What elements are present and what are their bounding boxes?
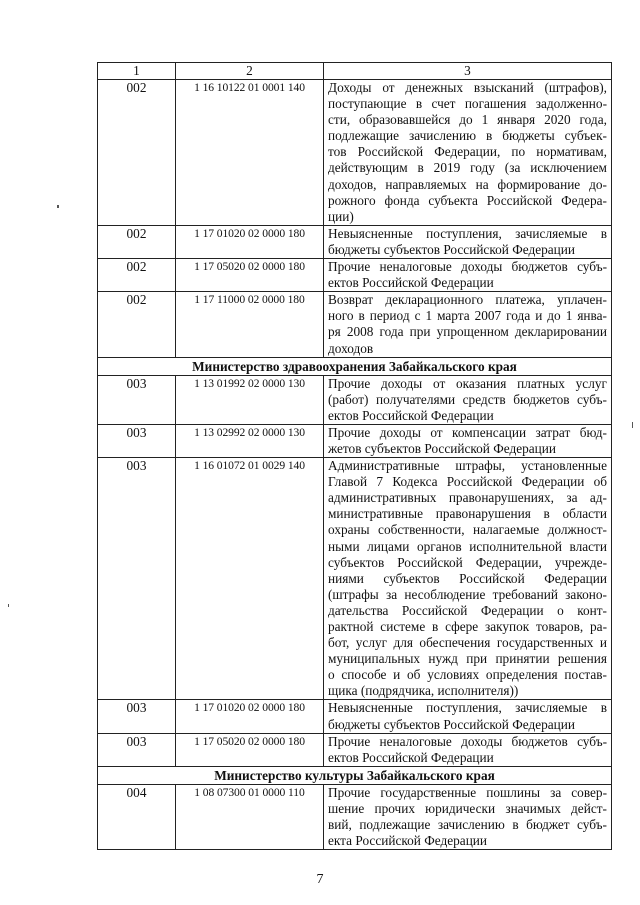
description-line: доходов bbox=[328, 340, 374, 356]
revenue-description bbox=[324, 80, 612, 226]
description-line: Главой 7 Кодекса Российской Федерации об bbox=[328, 474, 607, 490]
description-line: ектов Российской Федерации bbox=[328, 275, 494, 291]
description-line: Доходы от денежных взысканий (штрафов), bbox=[328, 80, 607, 95]
revenue-codes-table bbox=[97, 62, 612, 850]
budget-classification-code: 1 17 11000 02 0000 180 bbox=[176, 292, 324, 357]
description-line: бот, услуг для обеспечения государственных и bbox=[328, 635, 607, 651]
revenue-description bbox=[324, 458, 612, 700]
table-row bbox=[98, 733, 612, 766]
description-line: административных правонарушениях, за ад- bbox=[328, 490, 607, 506]
admin-code: 002 bbox=[98, 225, 176, 258]
admin-code: 004 bbox=[98, 784, 176, 849]
admin-code: 002 bbox=[98, 80, 176, 226]
description-line: Прочие доходы от компенсации затрат бюд- bbox=[328, 424, 607, 440]
scan-speck bbox=[57, 205, 59, 208]
table-row bbox=[98, 80, 612, 226]
budget-classification-code: 1 16 01072 01 0029 140 bbox=[176, 458, 324, 700]
table-body bbox=[98, 80, 612, 850]
table-row bbox=[98, 375, 612, 424]
description-line: министративные правонарушения в области bbox=[328, 506, 607, 522]
admin-code: 002 bbox=[98, 292, 176, 357]
description-line: Прочие доходы от оказания платных услуг bbox=[328, 375, 607, 391]
revenue-description bbox=[324, 424, 612, 457]
table-row bbox=[98, 784, 612, 849]
scan-speck bbox=[8, 604, 9, 607]
revenue-description bbox=[324, 225, 612, 258]
budget-classification-code: 1 08 07300 01 0000 110 bbox=[176, 784, 324, 849]
budget-classification-code: 1 17 01020 02 0000 180 bbox=[176, 225, 324, 258]
description-line: Прочие неналоговые доходы бюджетов субъ- bbox=[328, 259, 607, 275]
description-line: Административные штрафы, установленные bbox=[328, 458, 607, 474]
description-line: подлежащие зачислению в бюджеты субъек- bbox=[328, 128, 607, 144]
description-line: доходов, направляемых на формирование до- bbox=[328, 176, 607, 192]
description-line: Прочие неналоговые доходы бюджетов субъ- bbox=[328, 733, 607, 749]
description-line: Прочие государственные пошлины за совер- bbox=[328, 784, 607, 800]
description-line: муниципальных нужд при принятии решения bbox=[328, 651, 607, 667]
budget-classification-code: 1 17 05020 02 0000 180 bbox=[176, 733, 324, 766]
header-col-3: 3 bbox=[324, 63, 612, 80]
description-line: охраны собственности, налагаемые должност- bbox=[328, 522, 607, 538]
description-line: щика (подрядчика, исполнителя)) bbox=[328, 683, 519, 699]
admin-code: 003 bbox=[98, 424, 176, 457]
description-line: жетов субъектов Российской Федерации bbox=[328, 440, 557, 456]
budget-classification-code: 1 13 02992 02 0000 130 bbox=[176, 424, 324, 457]
description-line: екта Российской Федерации bbox=[328, 833, 488, 849]
budget-classification-code: 1 17 01020 02 0000 180 bbox=[176, 700, 324, 733]
description-line: бюджеты субъектов Российской Федерации bbox=[328, 716, 576, 732]
table-row bbox=[98, 292, 612, 357]
description-line: ными лицами органов исполнительной власти bbox=[328, 538, 607, 554]
description-line: (штрафы за несоблюдение требований законо- bbox=[328, 586, 607, 602]
description-line: рактной системе в сфере закупок товаров, ра- bbox=[328, 619, 607, 634]
description-line: о способе и об условиях определения постав- bbox=[328, 667, 607, 683]
budget-classification-code: 1 16 10122 01 0001 140 bbox=[176, 80, 324, 226]
description-line: шение прочих юридически значимых дейст- bbox=[328, 800, 607, 816]
header-col-2: 2 bbox=[176, 63, 324, 80]
revenue-description bbox=[324, 375, 612, 424]
description-line: ря 2008 года при упрощенном декларировании bbox=[328, 324, 607, 340]
description-line: бюджеты субъектов Российской Федерации bbox=[328, 241, 576, 257]
revenue-description bbox=[324, 292, 612, 357]
description-line: поступающие в счет погашения задолженно- bbox=[328, 96, 607, 112]
page-number: 7 bbox=[316, 872, 324, 887]
description-line: Невыясненные поступления, зачисляемые в bbox=[328, 700, 607, 716]
table-row bbox=[98, 259, 612, 292]
budget-classification-code: 1 17 05020 02 0000 180 bbox=[176, 259, 324, 292]
budget-classification-code: 1 13 01992 02 0000 130 bbox=[176, 375, 324, 424]
header-col-1: 1 bbox=[98, 63, 176, 80]
section-title: Министерство культуры Забайкальского края bbox=[98, 766, 612, 784]
revenue-description bbox=[324, 259, 612, 292]
revenue-description bbox=[324, 733, 612, 766]
description-line: ции) bbox=[328, 208, 354, 224]
description-line: ектов Российской Федерации bbox=[328, 407, 494, 423]
admin-code: 003 bbox=[98, 458, 176, 700]
description-line: Возврат декларационного платежа, уплачен- bbox=[328, 292, 607, 308]
table-header-row bbox=[98, 63, 612, 80]
revenue-description bbox=[324, 784, 612, 849]
description-line: ниями субъектов Российской Федерации bbox=[328, 570, 607, 586]
description-line: ного в период с 1 марта 2007 года и до 1 янва- bbox=[328, 308, 607, 324]
table-row bbox=[98, 424, 612, 457]
table-row bbox=[98, 225, 612, 258]
description-line: вий, подлежащие зачислению в бюджет субъ- bbox=[328, 817, 607, 833]
table-row bbox=[98, 458, 612, 700]
description-line: (работ) получателями средств бюджетов субъ- bbox=[328, 391, 607, 407]
description-line: ектов Российской Федерации bbox=[328, 749, 494, 765]
description-line: действующим в 2019 году (за исключением bbox=[328, 160, 607, 176]
admin-code: 002 bbox=[98, 259, 176, 292]
table-row bbox=[98, 700, 612, 733]
section-title: Министерство здравоохранения Забайкальского края bbox=[98, 357, 612, 375]
description-line: сти, образовавшейся до 1 января 2020 года, bbox=[328, 112, 607, 128]
description-line: рожного фонда субъекта Российской Федера- bbox=[328, 192, 607, 208]
section-row bbox=[98, 766, 612, 784]
admin-code: 003 bbox=[98, 375, 176, 424]
description-line: субъектов Российской Федерации, учрежде- bbox=[328, 554, 607, 570]
description-line: тов Российской Федерации, по нормативам, bbox=[328, 144, 607, 160]
section-row bbox=[98, 357, 612, 375]
revenue-description bbox=[324, 700, 612, 733]
scan-speck bbox=[632, 422, 633, 428]
description-line: дательства Российской Федерации о конт- bbox=[328, 602, 607, 618]
admin-code: 003 bbox=[98, 733, 176, 766]
description-line: Невыясненные поступления, зачисляемые в bbox=[328, 225, 607, 241]
admin-code: 003 bbox=[98, 700, 176, 733]
